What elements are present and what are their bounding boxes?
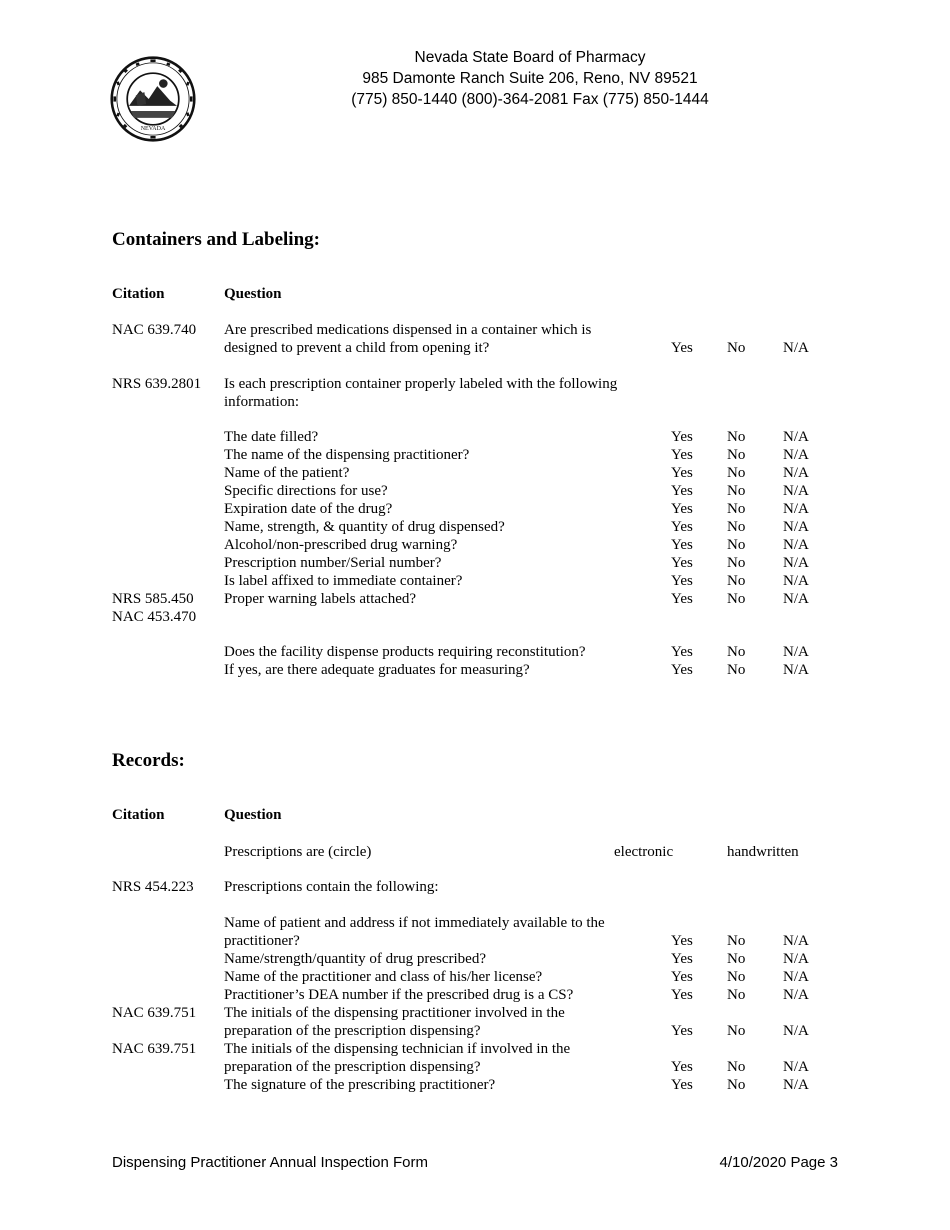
answer-no[interactable]: No xyxy=(727,483,746,499)
col-header-question: Question xyxy=(224,286,282,302)
question-text: Alcohol/non-prescribed drug warning? xyxy=(224,537,458,553)
answer-no[interactable]: No xyxy=(727,519,746,535)
answer-no[interactable]: No xyxy=(727,969,746,985)
answer-na[interactable]: N/A xyxy=(783,573,809,589)
col-header-citation: Citation xyxy=(112,807,165,823)
nevada-state-seal xyxy=(110,56,196,142)
question-text: Is each prescription container properly labeled with the following xyxy=(224,376,618,392)
question-text: The date filled? xyxy=(224,429,319,445)
question-text-cont: designed to prevent a child from opening it? xyxy=(224,340,490,356)
answer-yes[interactable]: Yes xyxy=(671,987,693,1003)
answer-na[interactable]: N/A xyxy=(783,340,809,356)
question-text: Prescriptions contain the following: xyxy=(224,879,439,895)
answer-no[interactable]: No xyxy=(727,987,746,1003)
answer-yes[interactable]: Yes xyxy=(671,644,693,660)
question-text: Name of the practitioner and class of his/her license? xyxy=(224,969,543,985)
answer-na[interactable]: N/A xyxy=(783,465,809,481)
answer-yes[interactable]: Yes xyxy=(671,1077,693,1093)
question-text: Are prescribed medications dispensed in a container which is xyxy=(224,322,592,338)
answer-no[interactable]: No xyxy=(727,537,746,553)
answer-yes[interactable]: Yes xyxy=(671,662,693,678)
question-text: Proper warning labels attached? xyxy=(224,591,417,607)
citation: NRS 585.450 xyxy=(112,591,194,607)
citation: NAC 639.751 xyxy=(112,1005,197,1021)
question-text: Expiration date of the drug? xyxy=(224,501,393,517)
answer-na[interactable]: N/A xyxy=(783,969,809,985)
answer-na[interactable]: N/A xyxy=(783,662,809,678)
question-text: Is label affixed to immediate container? xyxy=(224,573,463,589)
question-text: The signature of the prescribing practitioner? xyxy=(224,1077,496,1093)
answer-na[interactable]: N/A xyxy=(783,555,809,571)
answer-no[interactable]: No xyxy=(727,447,746,463)
answer-na[interactable]: N/A xyxy=(783,933,809,949)
question-text: Practitioner’s DEA number if the prescribed drug is a CS? xyxy=(224,987,574,1003)
answer-yes[interactable]: Yes xyxy=(671,1023,693,1039)
col-header-question: Question xyxy=(224,807,282,823)
citation: NAC 639.740 xyxy=(112,322,197,338)
answer-na[interactable]: N/A xyxy=(783,1059,809,1075)
question-text: Does the facility dispense products requiring reconstitution? xyxy=(224,644,586,660)
answer-yes[interactable]: Yes xyxy=(671,340,693,356)
answer-no[interactable]: No xyxy=(727,644,746,660)
question-text-cont: information: xyxy=(224,394,299,410)
answer-yes[interactable]: Yes xyxy=(671,519,693,535)
citation: NRS 639.2801 xyxy=(112,376,202,392)
org-address: 985 Damonte Ranch Suite 206, Reno, NV 89521 xyxy=(362,70,698,87)
answer-yes[interactable]: Yes xyxy=(671,429,693,445)
answer-na[interactable]: N/A xyxy=(783,987,809,1003)
footer-form-title: Dispensing Practitioner Annual Inspection Form xyxy=(112,1154,428,1171)
answer-no[interactable]: No xyxy=(727,1059,746,1075)
answer-no[interactable]: No xyxy=(727,662,746,678)
option-handwritten[interactable]: handwritten xyxy=(727,844,799,860)
answer-na[interactable]: N/A xyxy=(783,501,809,517)
col-header-citation: Citation xyxy=(112,286,165,302)
question-text: Name/strength/quantity of drug prescribed? xyxy=(224,951,487,967)
question-text: Name of the patient? xyxy=(224,465,350,481)
question-text: Specific directions for use? xyxy=(224,483,388,499)
answer-yes[interactable]: Yes xyxy=(671,573,693,589)
section-title-records: Records: xyxy=(112,750,185,771)
answer-na[interactable]: N/A xyxy=(783,429,809,445)
answer-na[interactable]: N/A xyxy=(783,591,809,607)
question-text-cont: preparation of the prescription dispensing? xyxy=(224,1023,481,1039)
answer-no[interactable]: No xyxy=(727,555,746,571)
citation-2: NAC 453.470 xyxy=(112,609,197,625)
section-title-containers: Containers and Labeling: xyxy=(112,229,320,250)
answer-yes[interactable]: Yes xyxy=(671,969,693,985)
question-text-cont: practitioner? xyxy=(224,933,300,949)
answer-yes[interactable]: Yes xyxy=(671,951,693,967)
svg-text:NEVADA: NEVADA xyxy=(140,125,166,132)
answer-yes[interactable]: Yes xyxy=(671,591,693,607)
question-text: The initials of the dispensing practitioner involved in the xyxy=(224,1005,565,1021)
question-text: The initials of the dispensing technician if involved in the xyxy=(224,1041,571,1057)
answer-no[interactable]: No xyxy=(727,340,746,356)
answer-no[interactable]: No xyxy=(727,1077,746,1093)
answer-no[interactable]: No xyxy=(727,501,746,517)
answer-no[interactable]: No xyxy=(727,573,746,589)
question-text: Name of patient and address if not immediately available to the xyxy=(224,915,605,931)
answer-na[interactable]: N/A xyxy=(783,483,809,499)
answer-yes[interactable]: Yes xyxy=(671,555,693,571)
answer-no[interactable]: No xyxy=(727,933,746,949)
answer-na[interactable]: N/A xyxy=(783,519,809,535)
question-text: Prescription number/Serial number? xyxy=(224,555,442,571)
question-text-cont: preparation of the prescription dispensing? xyxy=(224,1059,481,1075)
answer-na[interactable]: N/A xyxy=(783,951,809,967)
answer-no[interactable]: No xyxy=(727,465,746,481)
org-phone: (775) 850-1440 (800)-364-2081 Fax (775) 850-1444 xyxy=(351,91,709,108)
answer-no[interactable]: No xyxy=(727,591,746,607)
answer-yes[interactable]: Yes xyxy=(671,483,693,499)
answer-yes[interactable]: Yes xyxy=(671,933,693,949)
answer-na[interactable]: N/A xyxy=(783,1077,809,1093)
option-electronic[interactable]: electronic xyxy=(614,844,674,860)
citation: NRS 454.223 xyxy=(112,879,194,895)
question-text: The name of the dispensing practitioner? xyxy=(224,447,470,463)
answer-na[interactable]: N/A xyxy=(783,644,809,660)
answer-no[interactable]: No xyxy=(727,429,746,445)
answer-na[interactable]: N/A xyxy=(783,537,809,553)
answer-yes[interactable]: Yes xyxy=(671,1059,693,1075)
answer-no[interactable]: No xyxy=(727,1023,746,1039)
citation: NAC 639.751 xyxy=(112,1041,197,1057)
answer-na[interactable]: N/A xyxy=(783,447,809,463)
answer-yes[interactable]: Yes xyxy=(671,501,693,517)
answer-na[interactable]: N/A xyxy=(783,1023,809,1039)
answer-yes[interactable]: Yes xyxy=(671,447,693,463)
answer-yes[interactable]: Yes xyxy=(671,537,693,553)
answer-no[interactable]: No xyxy=(727,951,746,967)
footer-date-page: 4/10/2020 Page 3 xyxy=(719,1154,838,1171)
question-text: If yes, are there adequate graduates for measuring? xyxy=(224,662,530,678)
org-name: Nevada State Board of Pharmacy xyxy=(414,49,646,66)
question-text: Prescriptions are (circle) xyxy=(224,844,372,860)
question-text: Name, strength, & quantity of drug dispensed? xyxy=(224,519,505,535)
answer-yes[interactable]: Yes xyxy=(671,465,693,481)
